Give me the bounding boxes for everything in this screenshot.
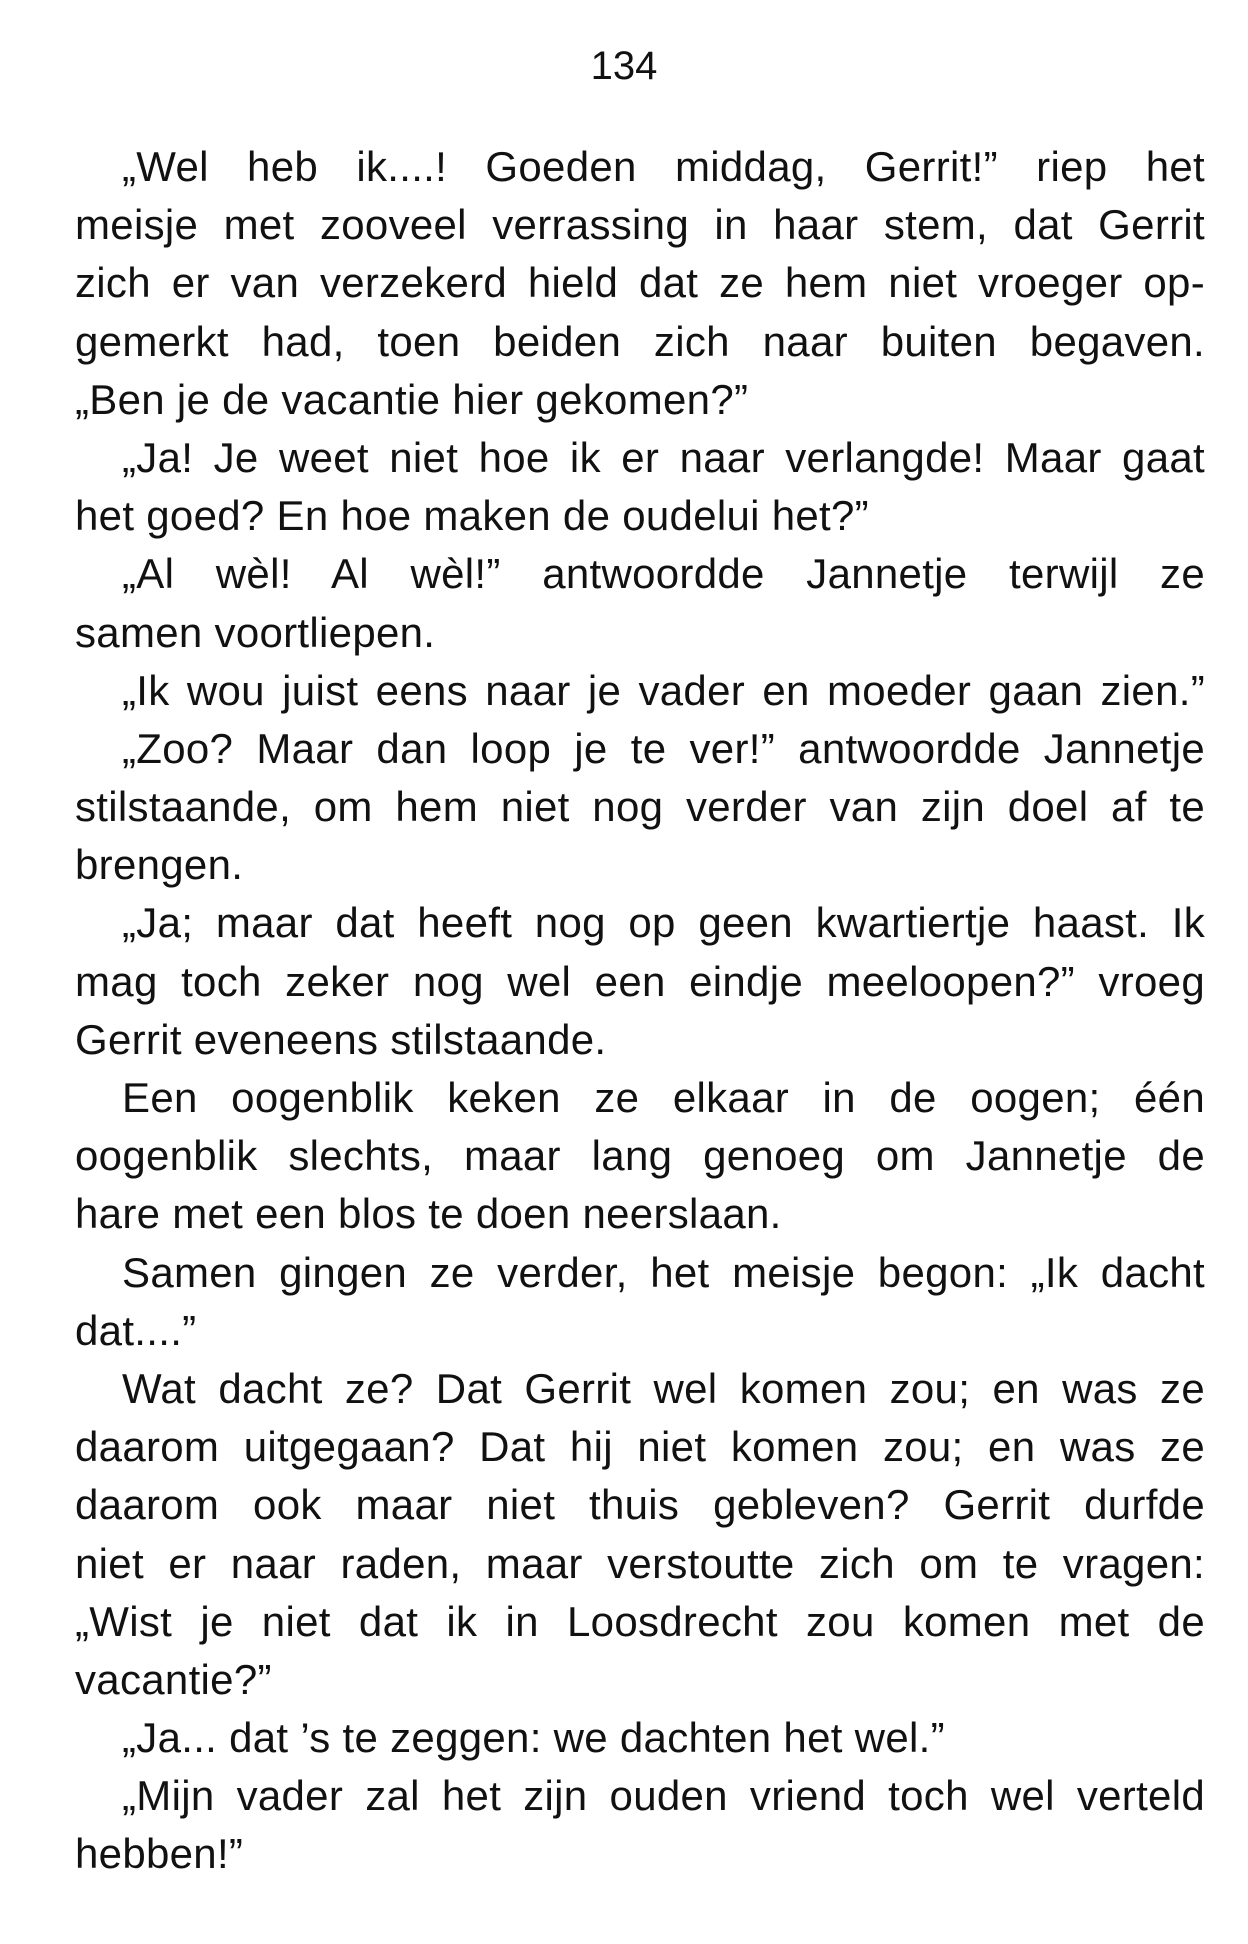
text-line: hebben!” — [75, 1830, 244, 1878]
text-line: daarom ook maar niet thuis gebleven? Gerrit durfde — [75, 1481, 1205, 1529]
text-line: „Ja; maar dat heeft nog op geen kwartiertje haast. Ik — [122, 899, 1205, 947]
text-line: dat....” — [75, 1306, 197, 1354]
text-line: „Zoo? Maar dan loop je te ver!” antwoordde Jannetje — [122, 724, 1205, 772]
text-line: „Ben je de vacantie hier gekomen?” — [75, 375, 749, 423]
text-line: hare met een blos te doen neerslaan. — [75, 1190, 782, 1238]
text-line: zich er van verzekerd hield dat ze hem niet vroeger op- — [75, 259, 1205, 307]
text-line: samen voortliepen. — [75, 608, 436, 656]
text-line: oogenblik slechts, maar lang genoeg om Jannetje de — [75, 1132, 1205, 1180]
page-number: 134 — [590, 44, 658, 88]
text-line: „Ik wou juist eens naar je vader en moeder gaan zien.” — [122, 666, 1205, 714]
text-line: „Al wèl! Al wèl!” antwoordde Jannetje terwijl ze — [122, 550, 1205, 598]
text-line: Wat dacht ze? Dat Gerrit wel komen zou; en was ze — [122, 1364, 1205, 1412]
text-line: „Ja! Je weet niet hoe ik er naar verlangde! Maar gaat — [122, 433, 1205, 481]
text-line: daarom uitgegaan? Dat hij niet komen zou; en was ze — [75, 1423, 1205, 1471]
text-line: vacantie?” — [75, 1655, 272, 1703]
text-line: brengen. — [75, 841, 244, 889]
text-line: het goed? En hoe maken de oudelui het?” — [75, 492, 869, 540]
text-line: „Mijn vader zal het zijn ouden vriend toch wel verteld — [122, 1772, 1205, 1820]
text-line: „Wist je niet dat ik in Loosdrecht zou komen met de — [75, 1597, 1205, 1645]
body-text — [75, 138, 1205, 1884]
text-line: „Ja... dat ’s te zeggen: we dachten het wel.” — [122, 1714, 945, 1762]
text-line: Een oogenblik keken ze elkaar in de oogen; één — [122, 1074, 1205, 1121]
text-line: stilstaande, om hem niet nog verder van zijn doel af te — [75, 783, 1205, 831]
text-line: meisje met zooveel verrassing in haar stem, dat Gerrit — [75, 201, 1205, 249]
text-line: mag toch zeker nog wel een eindje meeloopen?” vroeg — [75, 957, 1205, 1005]
text-line: Samen gingen ze verder, het meisje begon: „Ik dacht — [122, 1248, 1205, 1296]
text-line: „Wel heb ik....! Goeden middag, Gerrit!” riep het — [122, 143, 1205, 190]
text-line: niet er naar raden, maar verstoutte zich om te vragen: — [75, 1539, 1205, 1587]
text-line: gemerkt had, toen beiden zich naar buiten begaven. — [75, 317, 1205, 365]
text-line: Gerrit eveneens stilstaande. — [75, 1015, 607, 1063]
